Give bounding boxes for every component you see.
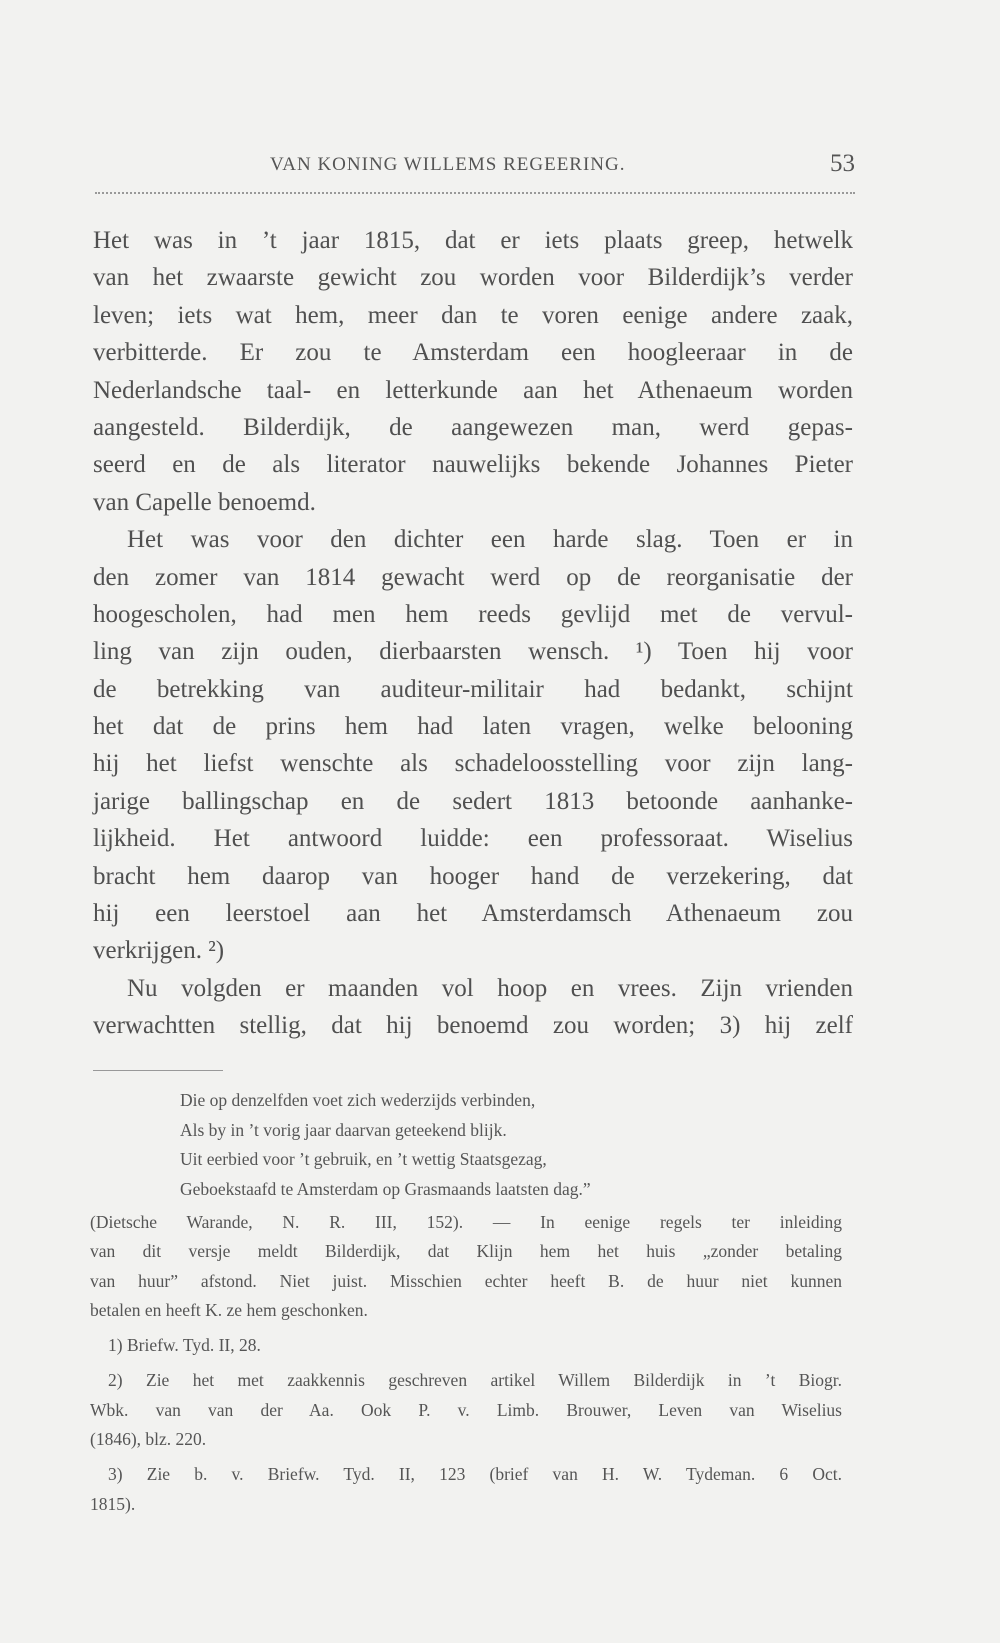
poem-line: Die op denzelfden voet zich wederzijds verbinden,	[180, 1090, 536, 1110]
body-line: verbitterde. Er zou te Amsterdam een hoogleeraar in de	[93, 339, 853, 367]
body-line: leven; iets wat hem, meer dan te voren eenige andere zaak,	[93, 301, 853, 329]
body-line: hij het liefst wenschte als schadeloosstelling voor zijn lang-	[93, 750, 853, 778]
body-line: ling van zijn ouden, dierbaarsten wensch. ¹) Toen hij voor	[93, 638, 853, 666]
header-rule	[95, 188, 855, 194]
body-line: verkrijgen. ²)	[93, 937, 225, 965]
footnote-line: 1815).	[90, 1493, 136, 1514]
poem-line: Uit eerbied voor ’t gebruik, en ’t wettig Staatsgezag,	[180, 1149, 547, 1169]
footnote-2: 2) Zie het met zaakkennis geschreven artikel Willem Bilderdijk in ’t Biogr.	[108, 1370, 842, 1391]
body-line: van het zwaarste gewicht zou worden voor Bilderdijk’s verder	[93, 264, 853, 292]
page-number: 53	[830, 150, 855, 177]
footnote-line: (1846), blz. 220.	[90, 1429, 207, 1450]
body-line: van Capelle benoemd.	[93, 488, 316, 516]
footnote-line: (Dietsche Warande, N. R. III, 152). — In eenige regels ter inleiding	[90, 1212, 842, 1232]
footnote-line: Wbk. van van der Aa. Ook P. v. Limb. Brouwer, Leven van Wiselius	[90, 1399, 842, 1420]
footnote-line: betalen en heeft K. ze hem geschonken.	[90, 1299, 368, 1320]
body-line: bracht hem daarop van hooger hand de verzekering, dat	[93, 862, 853, 890]
body-line: den zomer van 1814 gewacht werd op de reorganisatie der	[93, 563, 853, 591]
body-line: Het was voor den dichter een harde slag. Toen er in	[127, 526, 853, 554]
running-title: VAN KONING WILLEMS REGEERING.	[270, 154, 626, 175]
body-line: Het was in ’t jaar 1815, dat er iets plaats greep, hetwelk	[93, 227, 853, 254]
footnotes	[90, 1208, 842, 1519]
body-line: het dat de prins hem had laten vragen, welke belooning	[93, 713, 853, 741]
footnote-poem	[180, 1086, 820, 1204]
footnote-3: 3) Zie b. v. Briefw. Tyd. II, 123 (brief van H. W. Tydeman. 6 Oct.	[108, 1464, 842, 1485]
body-line: hoogescholen, had men hem reeds gevlijd met de vervul-	[93, 600, 853, 628]
body-line: Nederlandsche taal- en letterkunde aan het Athenaeum worden	[93, 376, 853, 404]
body-line: lijkheid. Het antwoord luidde: een professoraat. Wiselius	[93, 825, 853, 853]
body-line: de betrekking van auditeur-militair had bedankt, schijnt	[93, 675, 853, 703]
footnote-line: van dit versje meldt Bilderdijk, dat Klijn hem het huis „zonder betaling	[90, 1241, 842, 1262]
poem-line: Geboekstaafd te Amsterdam op Grasmaands laatsten dag.”	[180, 1178, 591, 1199]
footnote-line: van huur” afstond. Niet juist. Misschien echter heeft B. de huur niet kunnen	[90, 1270, 842, 1291]
body-line: seerd en de als literator nauwelijks bekende Johannes Pieter	[93, 451, 853, 479]
body-line: Nu volgden er maanden vol hoop en vrees. Zijn vrienden	[127, 974, 853, 1002]
poem-line: Als by in ’t vorig jaar daarvan geteekend blijk.	[180, 1119, 507, 1140]
running-head	[95, 146, 855, 186]
body-text	[93, 222, 853, 1045]
footnote-1: 1) Briefw. Tyd. II, 28.	[108, 1335, 261, 1356]
body-line: verwachtten stellig, dat hij benoemd zou worden; 3) hij zelf	[93, 1012, 853, 1040]
body-line: aangesteld. Bilderdijk, de aangewezen man, werd gepas-	[93, 413, 853, 441]
body-line: hij een leerstoel aan het Amsterdamsch Athenaeum zou	[93, 900, 853, 928]
body-line: jarige ballingschap en de sedert 1813 betoonde aanhanke-	[93, 787, 853, 815]
footnote-rule	[93, 1070, 223, 1071]
